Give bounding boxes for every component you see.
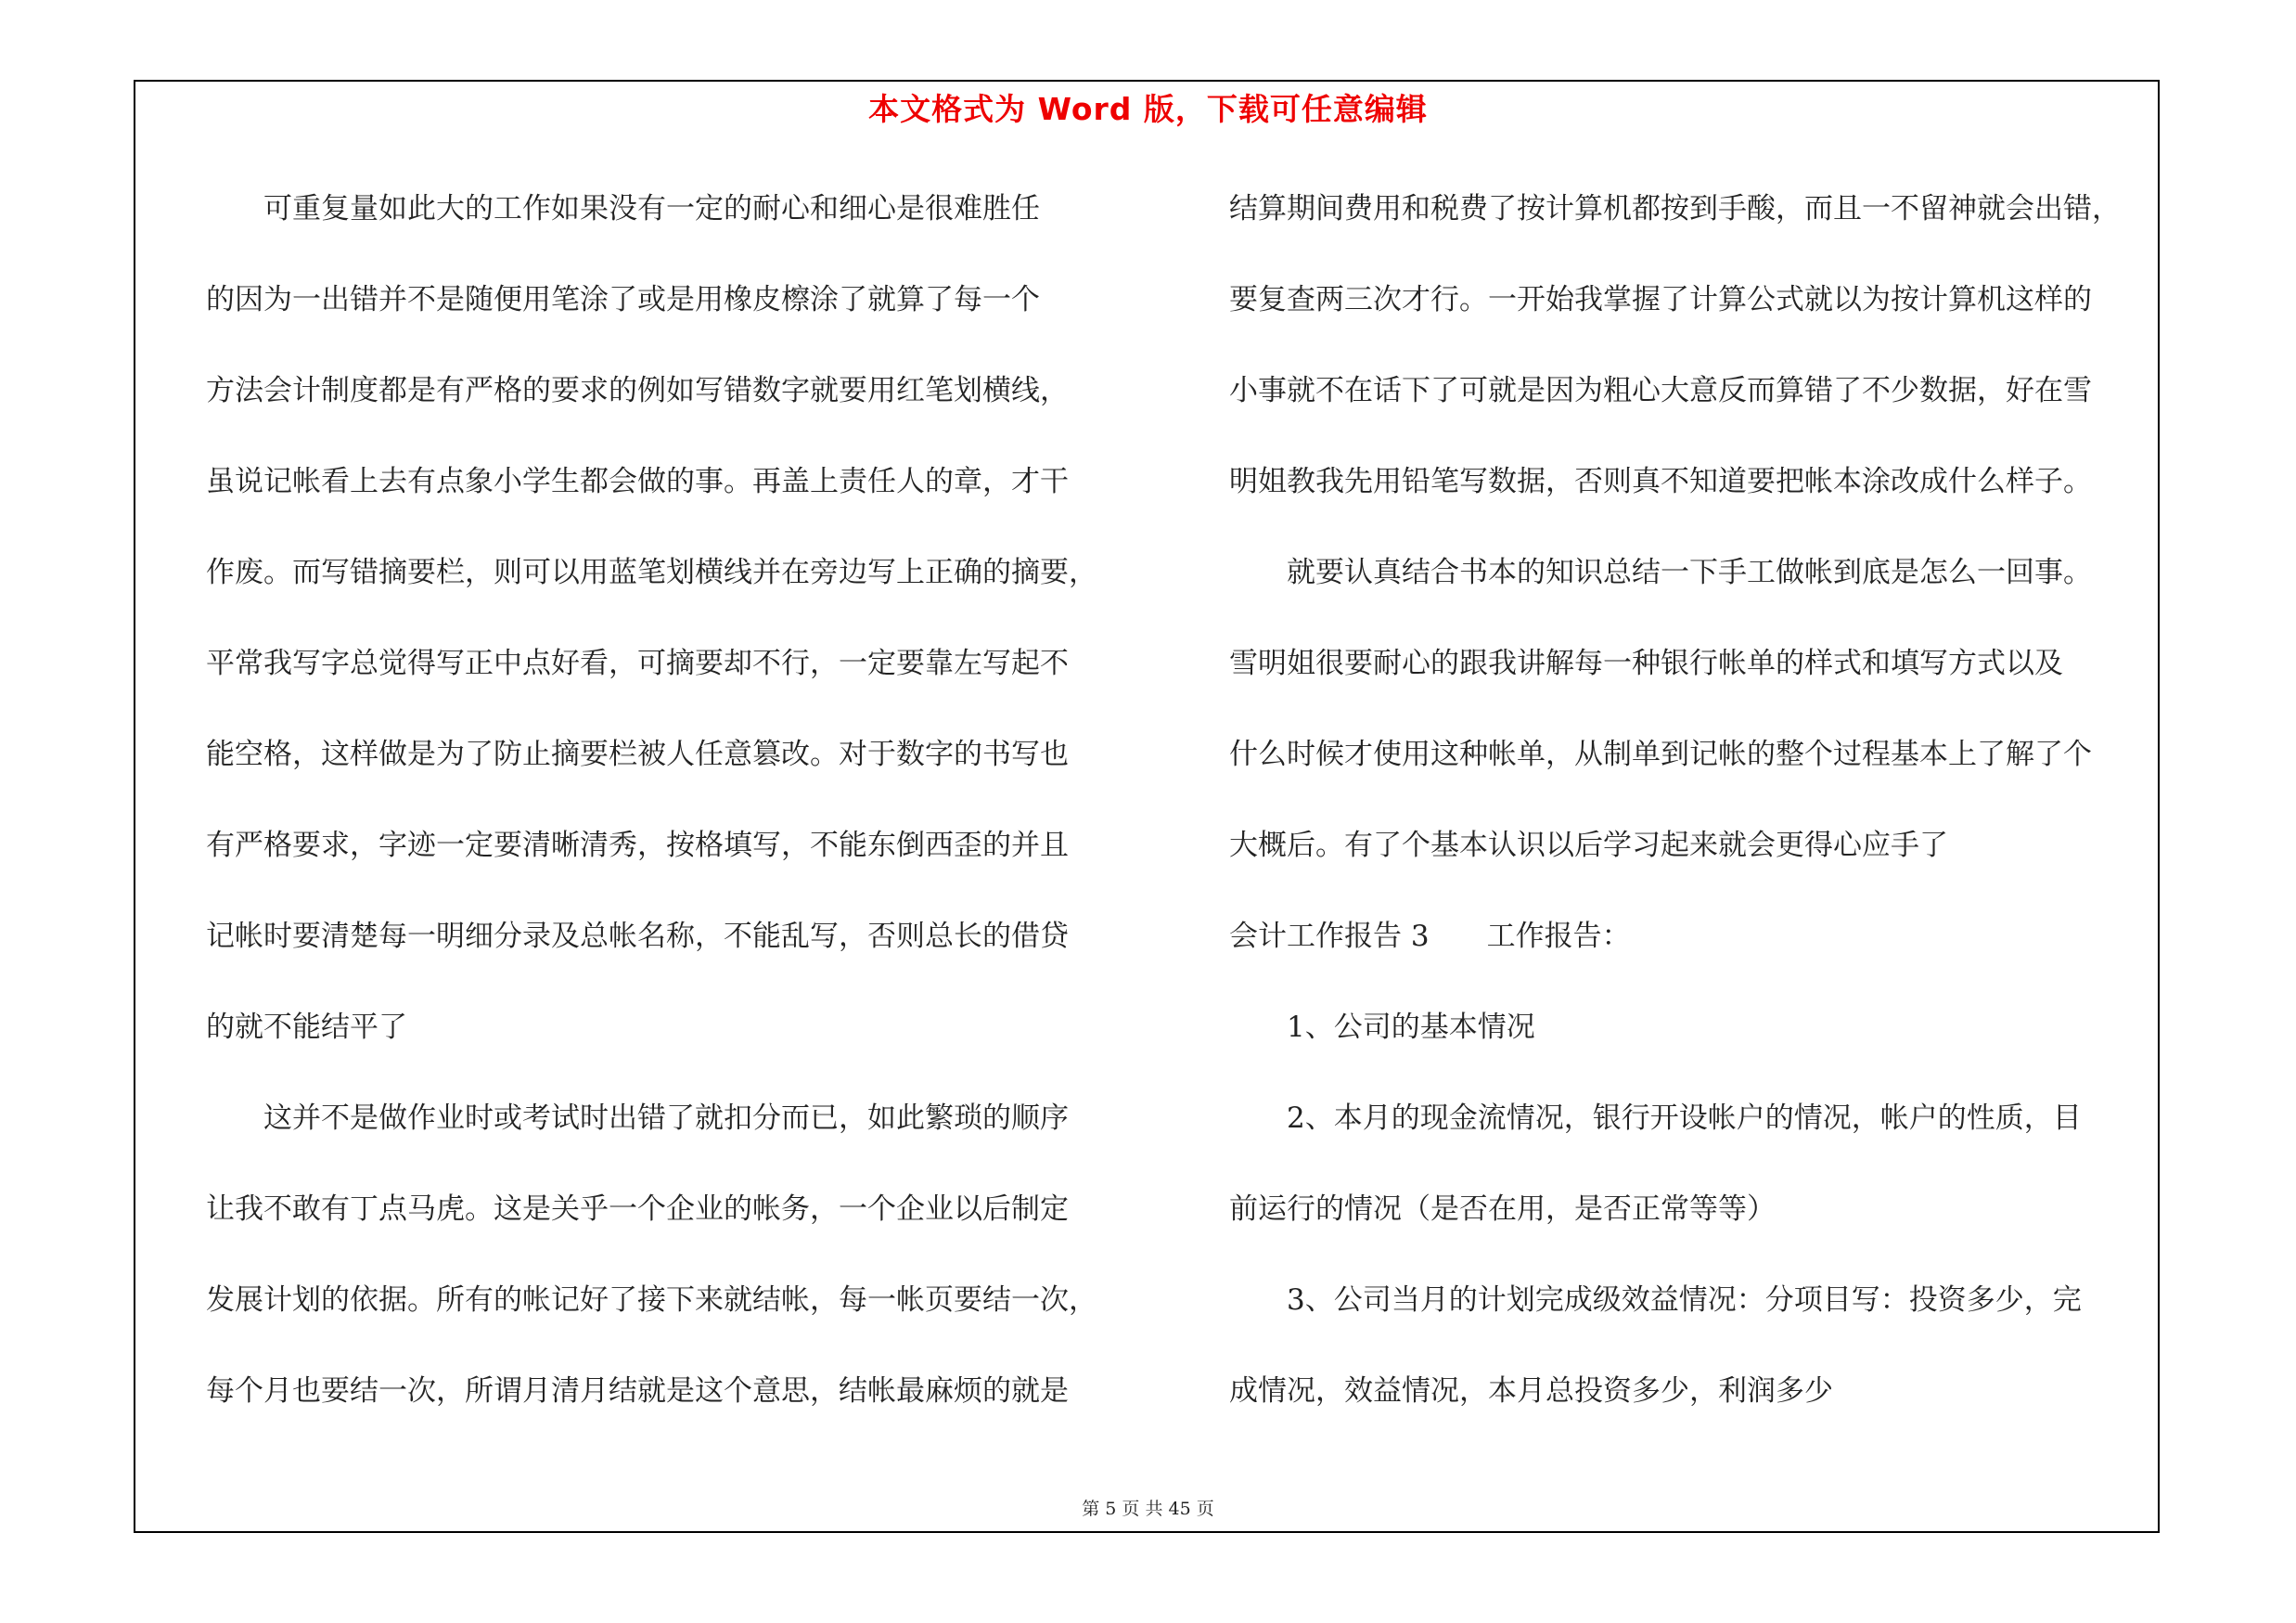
list-item: 2、本月的现金流情况，银行开设帐户的情况，帐户的性质，目 bbox=[1229, 1101, 2082, 1135]
text-line: 大概后。有了个基本认识以后学习起来就会更得心应手了 bbox=[1229, 829, 1948, 862]
list-item: 1、公司的基本情况 bbox=[1229, 1011, 1535, 1044]
format-banner: 本文格式为 Word 版，下载可任意编辑 bbox=[868, 91, 1428, 127]
text-line: 这并不是做作业时或考试时出错了就扣分而已，如此繁琐的顺序 bbox=[206, 1101, 1069, 1135]
text-line: 发展计划的依据。所有的帐记好了接下来就结帐，每一帐页要结一次， bbox=[206, 1283, 1097, 1317]
text-line: 小事就不在话下了可就是因为粗心大意反而算错了不少数据，好在雪 bbox=[1229, 374, 2092, 407]
text-line: 雪明姐很要耐心的跟我讲解每一种银行帐单的样式和填写方式以及 bbox=[1229, 647, 2063, 680]
section-heading: 会计工作报告 3 工作报告： bbox=[1229, 920, 1631, 953]
page-number: 第 5 页 共 45 页 bbox=[1082, 1499, 1214, 1519]
text-line: 作废。而写错摘要栏，则可以用蓝笔划横线并在旁边写上正确的摘要， bbox=[206, 556, 1097, 589]
text-line: 有严格要求，字迹一定要清晰清秀，按格填写，不能东倒西歪的并且 bbox=[206, 829, 1069, 862]
text-line: 可重复量如此大的工作如果没有一定的耐心和细心是很难胜任 bbox=[206, 192, 1040, 225]
text-line: 记帐时要清楚每一明细分录及总帐名称，不能乱写，否则总长的借贷 bbox=[206, 920, 1069, 953]
text-line: 什么时候才使用这种帐单，从制单到记帐的整个过程基本上了解了个 bbox=[1229, 738, 2092, 771]
text-line: 前运行的情况（是否在用，是否正常等等） bbox=[1229, 1192, 1776, 1226]
text-line: 能空格，这样做是为了防止摘要栏被人任意篡改。对于数字的书写也 bbox=[206, 738, 1069, 771]
text-line: 每个月也要结一次，所谓月清月结就是这个意思，结帐最麻烦的就是 bbox=[206, 1374, 1069, 1408]
text-line: 成情况，效益情况，本月总投资多少，利润多少 bbox=[1229, 1374, 1833, 1408]
text-line: 平常我写字总觉得写正中点好看，可摘要却不行，一定要靠左写起不 bbox=[206, 647, 1069, 680]
list-item: 3、公司当月的计划完成级效益情况：分项目写：投资多少，完 bbox=[1229, 1283, 2082, 1317]
text-line: 的就不能结平了 bbox=[206, 1011, 407, 1044]
text-line: 结算期间费用和税费了按计算机都按到手酸，而且一不留神就会出错， bbox=[1229, 192, 2121, 225]
text-line: 要复查两三次才行。一开始我掌握了计算公式就以为按计算机这样的 bbox=[1229, 283, 2092, 316]
text-line: 明姐教我先用铅笔写数据，否则真不知道要把帐本涂改成什么样子。 bbox=[1229, 465, 2092, 498]
text-line: 方法会计制度都是有严格的要求的例如写错数字就要用红笔划横线， bbox=[206, 374, 1069, 407]
text-line: 的因为一出错并不是随便用笔涂了或是用橡皮檫涂了就算了每一个 bbox=[206, 283, 1040, 316]
text-line: 虽说记帐看上去有点象小学生都会做的事。再盖上责任人的章，才干 bbox=[206, 465, 1069, 498]
text-line: 就要认真结合书本的知识总结一下手工做帐到底是怎么一回事。 bbox=[1229, 556, 2092, 589]
text-line: 让我不敢有丁点马虎。这是关乎一个企业的帐务，一个企业以后制定 bbox=[206, 1192, 1069, 1226]
